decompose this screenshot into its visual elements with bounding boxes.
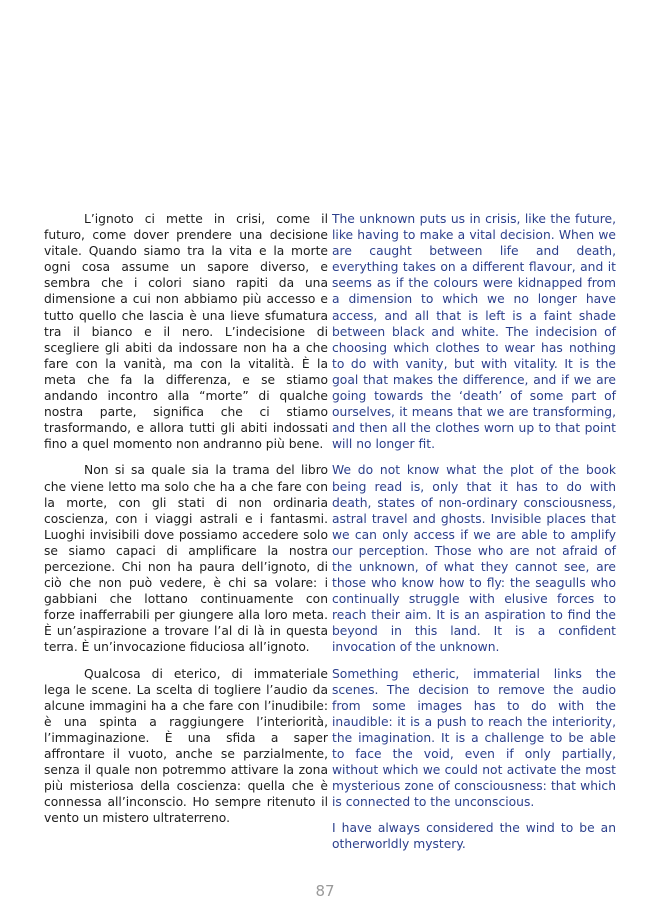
italian-column	[44, 211, 328, 836]
english-paragraph-1: The unknown puts us in crisis, like the future, like having to make a vital decision. When we are caught between life and death, everything takes on a different flavour, and it seems as if the colours were kidnapped from a dimension to which we no longer have access, and all that is left is a faint shade between black and white. The indecision of choosing which clothes to wear has nothing to do with vanity, but with vitality. It is the goal that makes the difference, and if we are going towards the ‘death’ of some part of ourselves, it means that we are transforming, and then all the clothes worn up to that point will no longer fit.	[332, 212, 616, 452]
english-paragraph-2: We do not know what the plot of the book being read is, only that it has to do with death, states of non-ordinary consciousness, astral travel and ghosts. Invisible places that we can only access if we are able to amplify our perception. Those who are not afraid of the unknown, of what they cannot see, are those who know how to fly: the seagulls who continually struggle with elusive forces to reach their aim. It is an aspiration to find the beyond in this land. It is a confident invocation of the unknown.	[332, 463, 616, 655]
english-column	[332, 211, 616, 863]
italian-paragraph-1: L’ignoto ci mette in crisi, come il futuro, come dover prendere una decisione vitale. Quando siamo tra la vita e la morte ogni cosa assume un sapore diverso, e sembra che i colori siano rapiti da una dimensione a cui non abbiamo più accesso e tutto quello che lascia è una lieve sfumatura tra il bianco e il nero. L’indecisione di scegliere gli abiti da indossare non ha a che fare con la vanità, ma con la vitalità. È la meta che fa la differenza, e se stiamo andando incontro alla “morte” di qualche nostra parte, significa che ci stiamo trasformando, e allora tutti gli abiti indossati fino a quel momento non andranno più bene.	[44, 212, 328, 452]
english-paragraph-4: I have always considered the wind to be an otherworldly mystery.	[332, 821, 616, 852]
italian-paragraph-3: Qualcosa di eterico, di immateriale lega le scene. La scelta di togliere l’audio da alcune immagini ha a che fare con l’inudibile: è una spinta a raggiungere l’interiorità, l’immaginazione. È una sfida a saper affrontare il vuoto, anche se parzialmente, senza il quale non potremmo attivare la zona più misteriosa della coscienza: quella che è connessa all’inconscio. Ho sempre ritenuto il vento un mistero ultraterreno.	[44, 666, 328, 826]
english-paragraph-3: Something etheric, immaterial links the scenes. The decision to remove the audio from some images has to do with the inaudible: it is a push to reach the interiority, the imagination. It is a challenge to be able to face the void, even if only partially, without which we could not activate the most mysterious zone of consciousness: that which is connected to the unconscious.	[332, 666, 616, 810]
italian-paragraph-2: Non si sa quale sia la trama del libro che viene letto ma solo che ha a che fare con la morte, con gli stati di non ordinaria coscienza, con i viaggi astrali e i fantasmi. Luoghi invisibili dove possiamo accedere solo se siamo capaci di amplificare la nostra percezione. Chi non ha paura dell’ignoto, di ciò che non può vedere, è chi sa volare: i gabbiani che lottano continuamente con forze inafferrabili per giungere alla loro meta. È un’aspirazione a trovare l’al di là in questa terra. È un’invocazione fiduciosa all’ignoto.	[44, 463, 328, 655]
page-number: 87	[315, 882, 335, 900]
